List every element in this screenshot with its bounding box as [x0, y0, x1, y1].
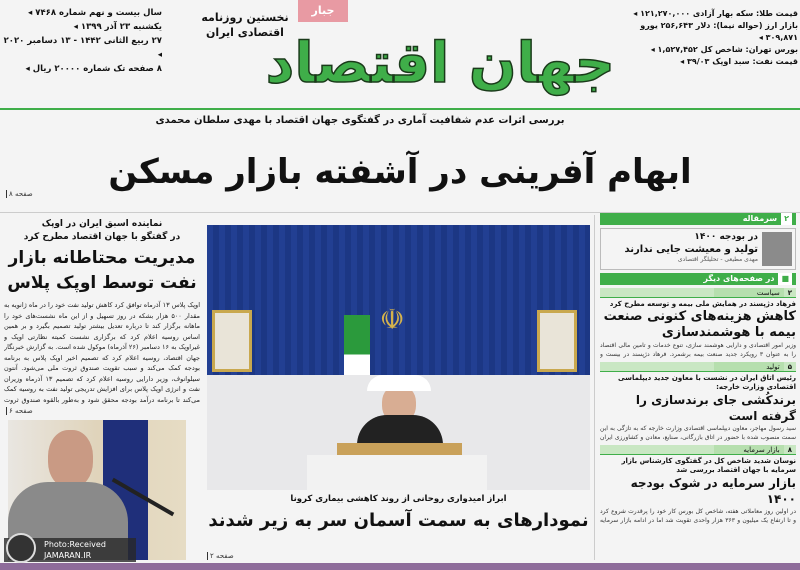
portrait-right: [537, 310, 577, 372]
lead-kicker: بررسی اثرات عدم شفافیت آماری در گفتگوی جهان اقتصاد با مهدی سلطان محمدی: [155, 115, 565, 126]
oil-price: قیمت نفت: سبد اوپک ۳۹/۰۳ ◂: [618, 56, 798, 68]
teaser-headline: برندکُشی جای برندسازی را گرفته است: [635, 393, 796, 423]
teaser[interactable]: [600, 288, 796, 359]
masthead-rule: [0, 108, 800, 110]
portrait-left: [212, 310, 252, 372]
teaser-kicker: فرهاد دژپسند در همایش ملی بیمه و توسعه مطرح کرد: [609, 300, 796, 308]
person-head: [48, 430, 93, 488]
issue-date: یکشنبه ۲۳ آذر ۱۳۹۹ ◂: [2, 20, 162, 34]
gold-price: قیمت طلا: سکه بهار آزادی ۱۲۱,۲۷۰,۰۰۰ ◂: [618, 8, 798, 20]
column-divider: [594, 215, 595, 560]
robe: [357, 415, 443, 445]
other-pages-label: در صفحه‌های دیگر: [703, 274, 775, 283]
tagline-line: نخستین روزنامه: [201, 11, 289, 24]
issue-price: ۸ صفحه تک شماره ۲۰۰۰۰ ریال ◂: [2, 62, 162, 76]
masthead-logo: جهان اقتصاد: [265, 31, 615, 96]
teaser-body: در اولین روز معاملاتی هفته، شاخص کل بورس کار خود را پرقدرت شروع کرد و تا ارتفاع یک میلیون و ۳۶۳ هزار واحدی تقویت شد اما در ادامه بازار سرمایه: [600, 508, 796, 524]
right-column: [600, 213, 796, 525]
center-story-sub: ابراز امیدواری روحانی از روند کاهشی بیماری کرونا: [290, 494, 507, 504]
teaser-headline: کاهش هزینه‌های کنونی صنعت بیمه با هوشمندسازی: [603, 309, 796, 340]
teaser-body: سید رسول مهاجر، معاون دیپلماسی اقتصادی وزارت خارجه که به تازگی به این سمت منصوب شده با حضور در اتاق بازرگانی، صنایع، معادن و کشاورزی ایران: [600, 425, 796, 441]
center-photo: [207, 225, 590, 490]
left-story-page-ref: صفحه ۶: [6, 407, 33, 415]
left-story-body: اوپک پلاس ۱۳ آذرماه توافق کرد کاهش تولید نفت خود را در ماه ژانویه به مقدار ۵۰۰ هزار بشکه در روز تسهیل و از این ماه نشست‌های خود را ماهانه برگزار کند تا درباره تعدیل بیشتر تولید تصمیم بگیرد و بر همین اساس روسیه اعلام کرد که برگزاری نشست کمیته نظارتی اوپک و غیراوپک به ۱۶ دسامبر (۲۶ آذرماه) موکول شده است. به گزارش خبرنگار جهان اقتصاد، روسیه اعلام کرد که تصمیم اخیر اوپک پلاس به برنامه بودجه کمک می‌کند و سبب تقویت صندوق ثروت ملی می‌شود. آنتون سیلوانوف، وزیر دارایی روسیه اعلام کرد که تصمیم ۱۳ آذرماه وزیران نفت و انرژی اوپک پلاس برای افزایش تدریجی تولید نفت به روسیه کمک می‌کند تا برنامه درآمد بودجه محقق شود و به‌طور بالقوه صندوق ثروت: [4, 301, 200, 404]
curtain: [207, 225, 590, 375]
editorial-page-num: ۲: [781, 213, 792, 225]
square-icon: ■: [778, 273, 792, 285]
center-page-ref: صفحه ۲: [207, 552, 234, 560]
left-story-sub: نماینده اسبق ایران در اوپک: [41, 219, 163, 229]
author-photo: [762, 232, 792, 266]
tagline: [195, 10, 295, 40]
teaser[interactable]: [600, 362, 796, 442]
teaser-headline: بازار سرمایه در شوک بودجه ۱۴۰۰: [630, 476, 796, 506]
watermark-line: JAMARAN.IR: [44, 551, 92, 560]
teaser[interactable]: [600, 445, 796, 525]
tagline-line: اقتصادی ایران: [206, 26, 284, 39]
section-bar: [600, 445, 796, 455]
lead-page-ref: صفحه ۸: [6, 190, 33, 198]
stock-index: بورس تهران: شاخص کل ۱,۵۲۷,۴۵۲ ◂: [618, 44, 798, 56]
section-page: ۲: [787, 289, 792, 297]
section-label: بازار سرمایه: [714, 445, 784, 454]
emblem-icon: ☫: [379, 303, 405, 336]
section-page: ۸: [787, 446, 792, 454]
lead-headline: ابهام آفرینی در آشفته بازار مسکن: [108, 152, 692, 192]
teaser-kicker: رئیس اتاق ایران در نشست با معاون جدید دیپلماسی اقتصادی وزارت خارجه:: [618, 374, 796, 391]
section-bar: [600, 362, 796, 372]
editorial-bar: [600, 213, 796, 225]
fx-rates: بازار ارز (حواله نیما): دلار ۲۵۶,۶۴۳ یورو ۳۰۹,۸۷۱ ◂: [618, 20, 798, 44]
turban: [367, 375, 431, 391]
editorial-box: [600, 228, 796, 270]
jamaran-logo: [6, 533, 36, 563]
editorial-author: مهدی مطیعی - تحلیلگر اقتصادی: [677, 256, 758, 263]
section-label: سیاست: [714, 288, 784, 297]
other-pages-bar: [600, 273, 796, 285]
market-info: [618, 8, 798, 68]
center-story-headline: نمودارهای به سمت آسمان سر به زیر شدند: [208, 510, 589, 531]
teaser-body: وزیر امور اقتصادی و دارایی هوشمند سازی، تنوع خدمات و تامین مالی اقتصاد را به عنوان ۳ رویکرد جدید صنعت بیمه برشمرد. فرهاد دژپسند در بیست و: [600, 342, 796, 358]
issue-info: [2, 6, 162, 76]
teaser-kicker: نوسان شدید شاخص کل در گفتگوی کارشناس بازار سرمایه با جهان اقتصاد بررسی شد: [621, 457, 796, 474]
editorial-label: سرمقاله: [742, 214, 778, 223]
left-story-sub: در گفتگو با جهان اقتصاد مطرح کرد: [23, 232, 181, 242]
watermark-line: Photo:Received: [44, 540, 106, 549]
section-page: ۵: [787, 363, 792, 371]
issue-date-alt: ۲۷ ربیع الثانی ۱۴۴۲ - ۱۳ دسامبر ۲۰۲۰ ◂: [2, 34, 162, 62]
table: [307, 455, 487, 490]
issue-year: سال بیست و نهم شماره ۷۴۶۸ ◂: [2, 6, 162, 20]
section-bar: [600, 288, 796, 298]
bottom-strip: [0, 563, 800, 570]
stamp: جبار: [298, 0, 348, 22]
left-story-headline: مدیریت محتاطانه بازار نفت توسط اوپک پلاس: [7, 248, 197, 293]
editorial-title: در بودجه ۱۴۰۰: [694, 232, 758, 242]
section-label: تولید: [714, 362, 784, 371]
editorial-title: تولید و معیشت جایی ندارند: [624, 244, 758, 255]
